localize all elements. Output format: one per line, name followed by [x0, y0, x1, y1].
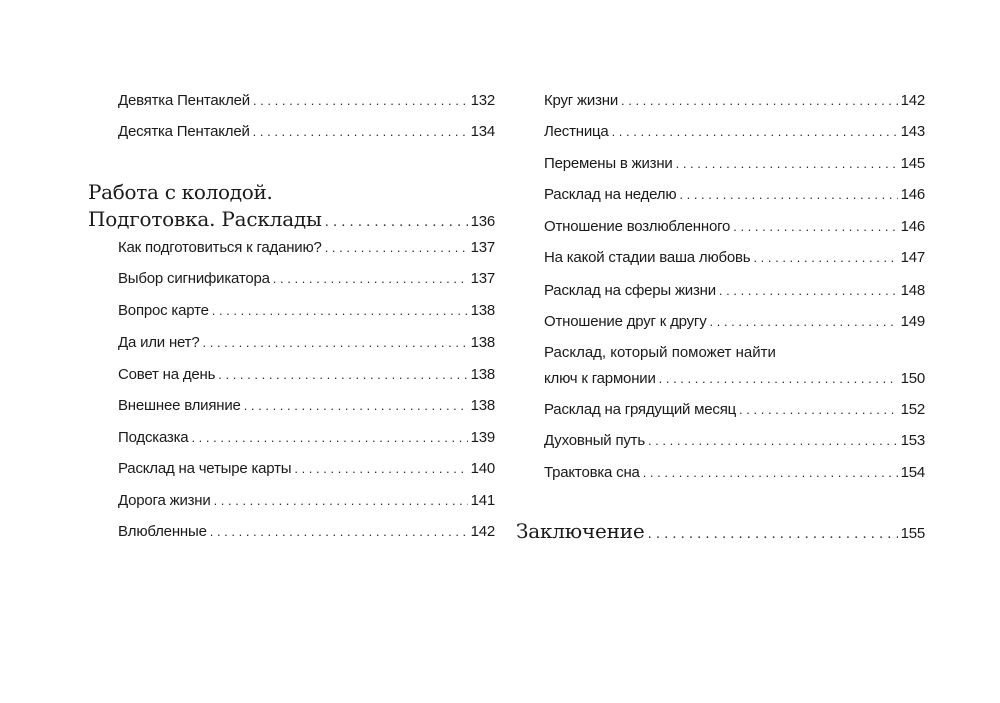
conclusion-page: 155 — [900, 525, 925, 542]
toc-entry-page: 132 — [470, 92, 495, 109]
dot-leader — [733, 218, 897, 236]
toc-entry-title: Девятка Пентаклей — [118, 92, 250, 109]
dot-leader — [218, 366, 467, 384]
dot-leader — [612, 123, 898, 141]
dot-leader — [659, 370, 898, 388]
toc-entry-title: Лестница — [544, 123, 609, 140]
dot-leader — [753, 249, 897, 267]
toc-entry-title: Перемены в жизни — [544, 155, 673, 172]
toc-entry-title: Расклад на сферы жизни — [544, 282, 716, 299]
toc-entry-title: Вопрос карте — [118, 302, 209, 319]
toc-entry-page: 152 — [900, 401, 925, 418]
toc-entry-page: 150 — [900, 370, 925, 387]
dot-leader — [325, 239, 468, 257]
toc-entry[interactable] — [544, 464, 925, 482]
toc-entry-title: Как подготовиться к гаданию? — [118, 239, 322, 256]
section-title-line2: Подготовка. Расклады — [88, 207, 322, 231]
toc-entry-page: 153 — [900, 432, 925, 449]
dot-leader — [719, 282, 898, 300]
toc-entry[interactable] — [544, 218, 925, 236]
toc-entry[interactable] — [118, 334, 495, 352]
toc-entry[interactable] — [118, 523, 495, 541]
toc-entry-title: На какой стадии ваша любовь — [544, 249, 751, 266]
section-entry[interactable] — [88, 207, 495, 235]
toc-entry-title: Выбор сигнификатора — [118, 270, 270, 287]
toc-entry[interactable] — [544, 401, 925, 419]
section-title-line1[interactable]: Работа с колодой. — [88, 180, 273, 204]
toc-entry-title: Расклад на неделю — [544, 186, 677, 203]
toc-entry[interactable] — [544, 249, 925, 267]
toc-entry[interactable] — [118, 302, 495, 320]
toc-entry-page: 138 — [470, 366, 495, 383]
toc-entry-title: Духовный путь — [544, 432, 645, 449]
toc-entry-page: 137 — [470, 270, 495, 287]
toc-entry-multiline-first[interactable]: Расклад, который поможет найти — [544, 344, 776, 361]
toc-entry-title: Да или нет? — [118, 334, 200, 351]
toc-entry-title: Десятка Пентаклей — [118, 123, 250, 140]
toc-entry[interactable] — [544, 155, 925, 173]
toc-entry[interactable] — [544, 92, 925, 110]
dot-leader — [648, 523, 898, 547]
dot-leader — [621, 92, 898, 110]
dot-leader — [679, 186, 897, 204]
toc-entry-title: Влюбленные — [118, 523, 207, 540]
toc-entry-title: Расклад на четыре карты — [118, 460, 292, 477]
toc-entry[interactable] — [544, 186, 925, 204]
toc-entry[interactable] — [118, 239, 495, 257]
dot-leader — [203, 334, 468, 352]
toc-entry-page: 146 — [900, 186, 925, 203]
toc-entry-title: Расклад на грядущий месяц — [544, 401, 737, 418]
dot-leader — [710, 313, 898, 331]
toc-entry[interactable] — [118, 397, 495, 415]
toc-entry-page: 141 — [470, 492, 495, 509]
toc-entry-title: Подсказка — [118, 429, 189, 446]
dot-leader — [244, 397, 468, 415]
dot-leader — [325, 211, 468, 235]
toc-entry-page: 142 — [900, 92, 925, 109]
toc-entry-title: ключ к гармонии — [544, 370, 656, 387]
toc-entry-page: 137 — [470, 239, 495, 256]
toc-entry-page: 139 — [470, 429, 495, 446]
dot-leader — [191, 429, 467, 447]
toc-entry[interactable] — [118, 460, 495, 478]
toc-entry[interactable] — [544, 313, 925, 331]
toc-entry[interactable] — [118, 429, 495, 447]
dot-leader — [210, 523, 468, 541]
toc-entry[interactable] — [118, 123, 495, 141]
dot-leader — [253, 92, 468, 110]
dot-leader — [648, 432, 898, 450]
dot-leader — [643, 464, 898, 482]
conclusion-entry[interactable] — [516, 519, 925, 547]
dot-leader — [214, 492, 468, 510]
toc-entry-page: 138 — [470, 397, 495, 414]
toc-entry[interactable] — [118, 492, 495, 510]
toc-entry-page: 138 — [470, 334, 495, 351]
toc-entry[interactable] — [118, 366, 495, 384]
dot-leader — [676, 155, 898, 173]
dot-leader — [739, 401, 898, 419]
toc-entry-page: 145 — [900, 155, 925, 172]
toc-entry-title: Круг жизни — [544, 92, 619, 109]
toc-entry[interactable] — [118, 92, 495, 110]
toc-entry-page: 154 — [900, 464, 925, 481]
toc-entry-page: 146 — [900, 218, 925, 235]
toc-entry-title: Отношение друг к другу — [544, 313, 707, 330]
toc-entry-page: 148 — [900, 282, 925, 299]
toc-entry-page: 149 — [900, 313, 925, 330]
toc-entry-title: Трактовка сна — [544, 464, 640, 481]
dot-leader — [212, 302, 468, 320]
toc-entry-page: 138 — [470, 302, 495, 319]
toc-entry-page: 142 — [470, 523, 495, 540]
toc-entry-page: 140 — [470, 460, 495, 477]
section-page: 136 — [470, 213, 495, 230]
toc-entry-page: 147 — [900, 249, 925, 266]
toc-entry[interactable] — [544, 123, 925, 141]
toc-entry[interactable] — [544, 370, 925, 388]
dot-leader — [253, 123, 468, 141]
toc-entry-page: 134 — [470, 123, 495, 140]
dot-leader — [273, 270, 468, 288]
toc-entry[interactable] — [118, 270, 495, 288]
toc-entry-page: 143 — [900, 123, 925, 140]
toc-entry-title: Дорога жизни — [118, 492, 211, 509]
toc-entry-title: Отношение возлюбленного — [544, 218, 731, 235]
toc-entry[interactable] — [544, 282, 925, 300]
dot-leader — [294, 460, 467, 478]
toc-entry-title: Совет на день — [118, 366, 216, 383]
conclusion-title: Заключение — [516, 519, 645, 543]
toc-entry[interactable] — [544, 432, 925, 450]
toc-entry-title: Внешнее влияние — [118, 397, 241, 414]
